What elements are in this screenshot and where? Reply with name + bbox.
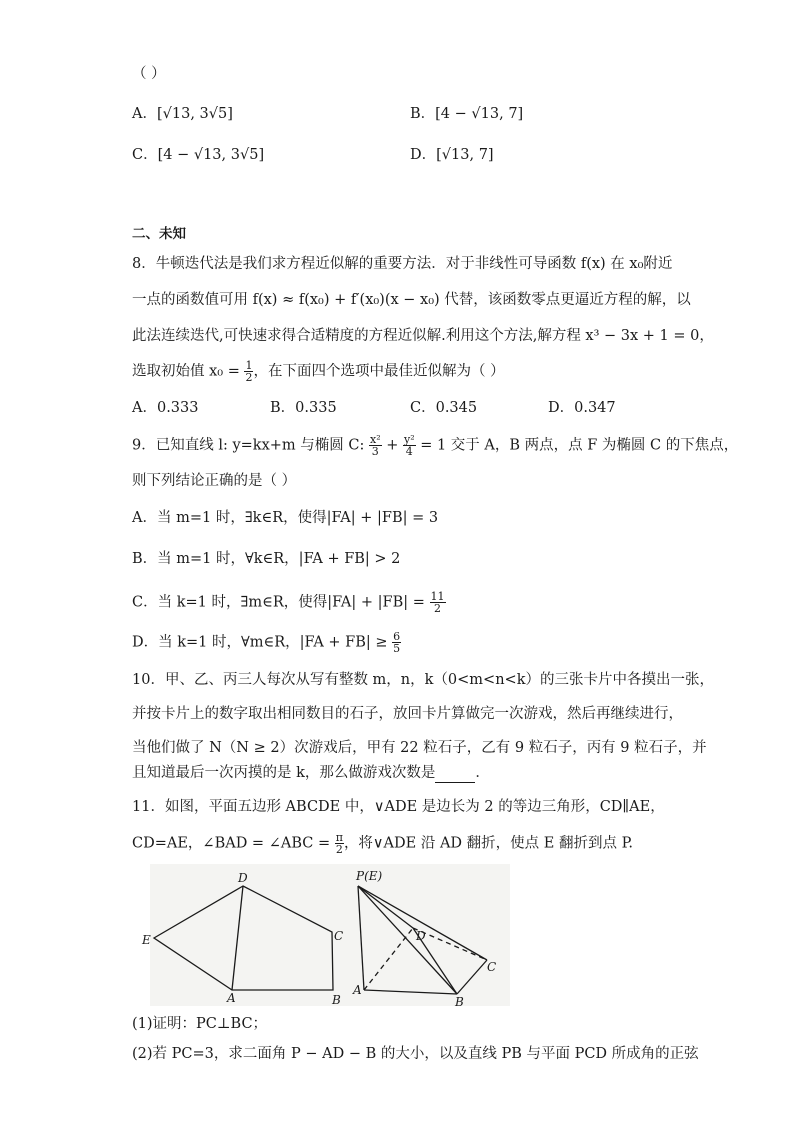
pentagon-outline — [154, 886, 333, 990]
q9-line-1-end: = 1 交于 A，B 两点，点 F 为椭圆 C 的下焦点， — [415, 437, 739, 454]
q9-option-d — [132, 631, 401, 654]
edge-bc — [457, 960, 487, 994]
q9-line-1 — [132, 434, 738, 457]
q8-line-1: 8．牛顿迭代法是我们求方程近似解的重要方法．对于非线性可导函数 f(x) 在 x₀附近 — [132, 256, 673, 272]
label-left-d: D — [238, 871, 248, 885]
q9-fy-den: 4 — [405, 445, 413, 458]
q7-option-d: D．[√13, 7] — [410, 147, 494, 163]
edge-ab — [364, 990, 457, 994]
q8-line-3: 此法连续迭代,可快速求得合适精度的方程近似解.利用这个方法,解方程 x³ − 3x + 1 = 0， — [132, 328, 714, 344]
label-right-d: D — [416, 929, 426, 943]
q7-option-a: A．[√13, 3√5] — [132, 106, 233, 122]
q9-x-fraction — [369, 434, 382, 457]
pentagon-figure — [154, 886, 333, 990]
q9-fx-num: x² — [369, 433, 381, 446]
q9-option-a: A．当 m=1 时，∃k∈R，使得|FA| + |FB| = 3 — [132, 510, 439, 526]
q9-optd-num: 6 — [393, 630, 401, 643]
q8-line-2: 一点的函数值可用 f(x) ≈ f(x₀) + f′(x₀)(x − x₀) 代替，该函数零点更逼近方程的解，以 — [132, 292, 691, 308]
q9-option-c-text: C．当 k=1 时，∃m∈R，使得|FA| + |FB| = — [132, 594, 430, 611]
q9-y-fraction — [403, 434, 416, 457]
q11-part-1: (1)证明：PC⊥BC； — [132, 1016, 268, 1032]
q9-option-c — [132, 591, 446, 614]
label-right-b: B — [455, 995, 464, 1009]
geometry-figure — [142, 864, 510, 1009]
edge-pc — [358, 886, 487, 960]
q8-option-c: C．0.345 — [410, 400, 478, 416]
q11-line-2-start: CD=AE，∠BAD = ∠ABC = — [132, 835, 335, 852]
q8-option-a: A．0.333 — [132, 400, 199, 416]
label-right-c: C — [487, 960, 497, 974]
q8-line-4-end: ，在下面四个选项中最佳近似解为（ ） — [253, 363, 505, 380]
label-left-e: E — [142, 933, 151, 947]
q10-line-4-end: ． — [475, 765, 490, 781]
q10-line-4-text: 且知道最后一次丙摸的是 k，那么做游戏次数是 — [132, 765, 436, 781]
q11-part-2: (2)若 PC=3，求二面角 P − AD − B 的大小，以及直线 PB 与平面 PCD 所成角的正弦 — [132, 1046, 699, 1062]
q9-line-2: 则下列结论正确的是（ ） — [132, 473, 297, 489]
q9-option-d-text: D．当 k=1 时，∀m∈R，|FA + FB| ≥ — [132, 634, 393, 651]
q8-line-4 — [132, 360, 505, 383]
q8-frac-den: 2 — [245, 371, 253, 384]
q9-line-1-start: 9．已知直线 l: y=kx+m 与椭圆 C: — [132, 437, 369, 454]
label-right-a: A — [353, 983, 362, 997]
q11-frac-den: 2 — [335, 843, 343, 856]
answer-blank — [435, 768, 475, 783]
segment-ad — [232, 886, 243, 990]
label-left-a: A — [227, 991, 236, 1005]
q9-optc-num: 11 — [430, 590, 445, 603]
label-left-b: B — [332, 993, 341, 1007]
q11-line-2-end: ，将∨ADE 沿 AD 翻折，使点 E 翻折到点 P. — [343, 835, 633, 852]
q10-line-4 — [132, 763, 490, 783]
q11-pi-fraction — [335, 832, 344, 855]
label-right-p: P(E) — [356, 869, 383, 883]
q10-line-3: 当他们做了 N（N ≥ 2）次游戏后，甲有 22 粒石子，乙有 9 粒石子，丙有 9 粒石子，并 — [132, 740, 707, 756]
label-left-c: C — [334, 929, 344, 943]
edge-pd — [358, 886, 413, 928]
geometry-figure-svg — [142, 864, 510, 1009]
q9-option-b: B．当 m=1 时，∀k∈R，|FA + FB| > 2 — [132, 551, 401, 567]
q8-option-b: B．0.335 — [270, 400, 337, 416]
q11-line-1: 11．如图，平面五边形 ABCDE 中，∨ADE 是边长为 2 的等边三角形，CD∥AE， — [132, 799, 665, 815]
q9-fx-den: 3 — [371, 445, 379, 458]
section-title: 二、未知 — [132, 226, 186, 242]
q7-bracket: （ ） — [132, 66, 166, 82]
edge-pa — [358, 886, 364, 990]
q11-frac-num: π — [335, 831, 343, 844]
q7-option-c: C．[4 − √13, 3√5] — [132, 147, 265, 163]
q8-frac-num: 1 — [245, 359, 253, 372]
q9-optc-den: 2 — [434, 602, 442, 615]
q8-option-d: D．0.347 — [548, 400, 616, 416]
q9-option-d-fraction — [392, 631, 401, 654]
q11-line-2 — [132, 832, 633, 855]
q9-optd-den: 5 — [393, 642, 401, 655]
q10-line-1: 10．甲、乙、丙三人每次从写有整数 m，n，k（0<m<n<k）的三张卡片中各摸出一张， — [132, 672, 714, 688]
q9-fy-num: y² — [403, 433, 415, 446]
edge-ad-hidden — [364, 928, 413, 990]
q7-option-b: B．[4 − √13, 7] — [410, 106, 524, 122]
q8-line-4-start: 选取初始值 x₀ = — [132, 363, 245, 380]
q9-plus: + — [381, 437, 403, 454]
q10-line-2: 并按卡片上的数字取出相同数目的石子，放回卡片算做完一次游戏，然后再继续进行， — [132, 706, 683, 722]
q9-option-c-fraction — [430, 591, 446, 614]
